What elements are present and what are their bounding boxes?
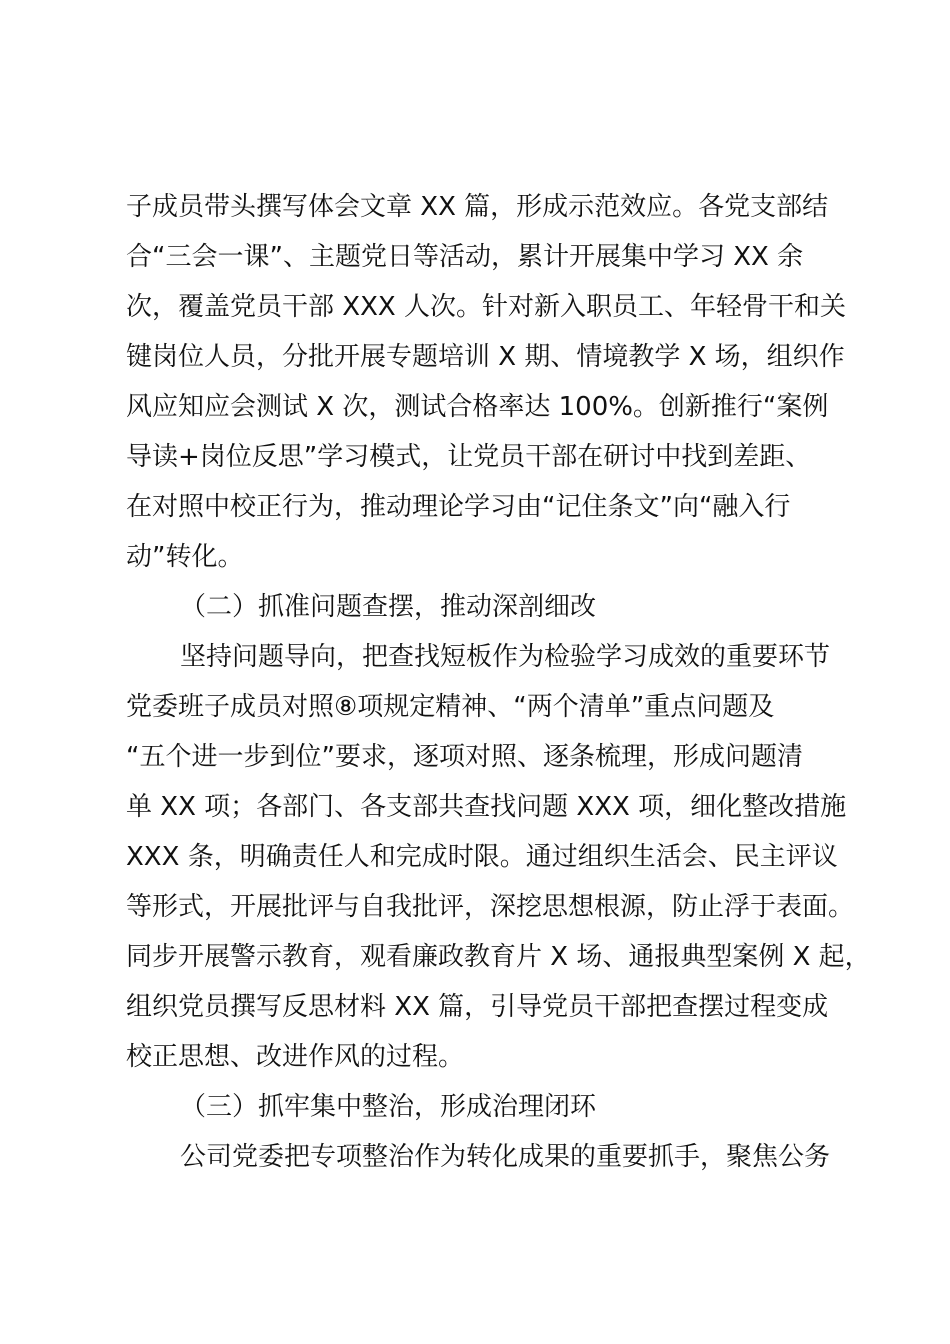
body-text xyxy=(126,182,871,1182)
paragraph-line: 单 XX 项；各部门、各支部共查找问题 XXX 项，细化整改措施 xyxy=(126,792,847,822)
section-heading-3: （三）抓牢集中整治，形成治理闭环 xyxy=(180,1092,597,1122)
paragraph-line: 键岗位人员，分批开展专题培训 X 期、情境教学 X 场，组织作 xyxy=(126,342,845,372)
paragraph-line: 校正思想、改进作风的过程。 xyxy=(126,1042,465,1072)
paragraph-line: 公司党委把专项整治作为转化成果的重要抓手，聚焦公务 xyxy=(180,1142,831,1172)
paragraph-line: 等形式，开展批评与自我批评，深挖思想根源，防止浮于表面。 xyxy=(126,892,855,922)
paragraph-line: XXX 条，明确责任人和完成时限。通过组织生活会、民主评议 xyxy=(126,842,838,872)
paragraph-line: 风应知应会测试 X 次，测试合格率达 100%。创新推行“案例 xyxy=(126,392,829,422)
paragraph-line: 同步开展警示教育，观看廉政教育片 X 场、通报典型案例 X 起， xyxy=(126,942,871,972)
paragraph-line: 子成员带头撰写体会文章 XX 篇，形成示范效应。各党支部结 xyxy=(126,192,829,222)
paragraph-line: 坚持问题导向，把查找短板作为检验学习成效的重要环节 xyxy=(180,642,831,672)
paragraph-line: 组织党员撰写反思材料 XX 篇，引导党员干部把查摆过程变成 xyxy=(126,992,829,1022)
paragraph-line: 合“三会一课”、主题党日等活动，累计开展集中学习 XX 余 xyxy=(126,242,804,272)
paragraph-line: 党委班子成员对照⑧项规定精神、“两个清单”重点问题及 xyxy=(126,692,775,722)
paragraph-line: 次，覆盖党员干部 XXX 人次。针对新入职员工、年轻骨干和关 xyxy=(126,292,846,322)
paragraph-line: 动”转化。 xyxy=(126,542,244,572)
paragraph-line: 在对照中校正行为，推动理论学习由“记住条文”向“融入行 xyxy=(126,492,791,522)
paragraph-line: 导读+岗位反思”学习模式，让党员干部在研讨中找到差距、 xyxy=(126,442,812,472)
section-heading-2: （二）抓准问题查摆，推动深剖细改 xyxy=(180,592,597,622)
paragraph-line: “五个进一步到位”要求，逐项对照、逐条梳理，形成问题清 xyxy=(126,742,803,772)
